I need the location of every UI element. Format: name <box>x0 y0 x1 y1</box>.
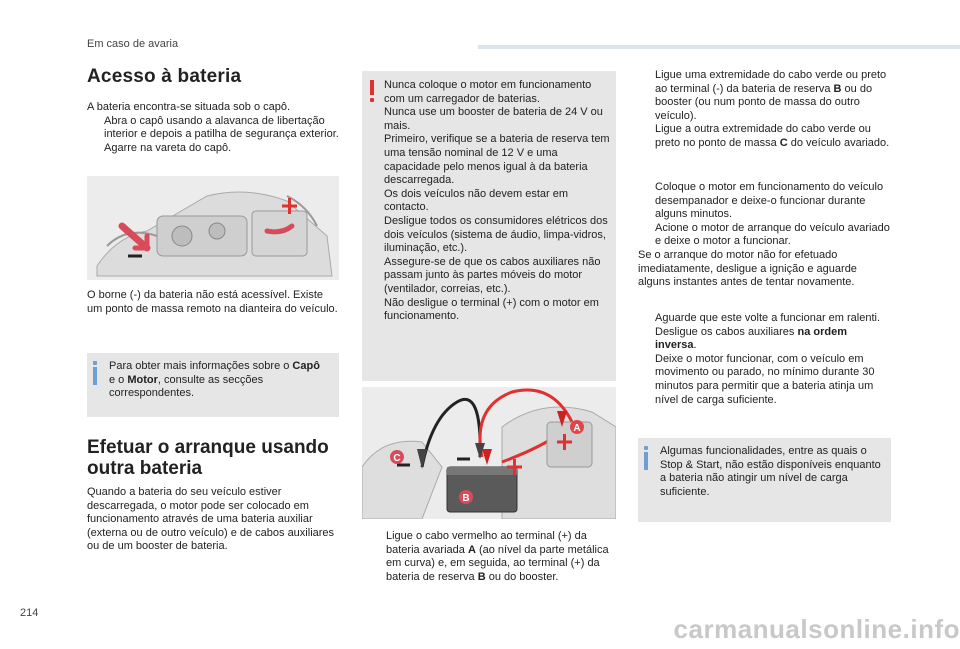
step-start-disabled: Acione o motor de arranque do veículo avariado e deixe o motor a funcionar. <box>655 221 890 248</box>
info-box-stop-start <box>638 438 891 522</box>
step-green-cable-2: Ligue a outra extremidade do cabo verde ou preto no ponto de massa C do veículo avariado. <box>655 123 890 149</box>
info-icon <box>644 446 648 470</box>
title-battery-access: Acesso à bateria <box>87 66 242 87</box>
steps-after-start <box>638 312 891 407</box>
header-bar <box>478 45 960 49</box>
page-number: 214 <box>20 607 39 619</box>
info-box-hood <box>87 353 339 417</box>
section-header: Em caso de avaria <box>87 38 179 50</box>
warning-text: Nunca coloque o motor em funcionamento com um carregador de baterias. Nunca use um booster de bateria de 24 V ou mais. Primeiro, verifique se a bateria de reserva tem uma tensão nominal de 12 V e uma capacidade pelo menos igual à da bateria descarregada. Os dois veículos não devem estar em contacto. Desligue todos os consumidores elétricos dos dois veículos (sistema de áudio, limpa-vidros, iluminação, etc.). Assegure-se de que os cabos auxiliares não passam junto às partes móveis do motor (ventilador, correias, etc.). Não desligue o terminal (+) com o motor em funcionamento. <box>384 79 610 323</box>
step-hood-rod: Agarre na vareta do capô. <box>104 141 232 154</box>
label-a: A <box>573 423 581 434</box>
retry-text: Se o arranque do motor não for efetuado imediatamente, desligue a ignição e aguarde alguns instantes antes de tentar novamente. <box>638 248 857 289</box>
step-red-cable: Ligue o cabo vermelho ao terminal (+) da bateria avariada A (ao nível da parte metálica em curva) e, em seguida, ao terminal (+) da bateria de reserva B ou do booster. <box>386 530 609 583</box>
info-text-hood: Para obter mais informações sobre o Capô e o Motor, consulte as secções correspondentes. <box>109 360 320 400</box>
info-icon <box>93 361 97 385</box>
intro-text: A bateria encontra-se situada sob o capô. <box>87 101 291 113</box>
watermark: carmanualsonline.info <box>673 614 960 644</box>
title-jump-start: Efetuar o arranque usando outra bateria <box>87 437 329 479</box>
steps-start-engine <box>638 181 891 290</box>
jump-start-illustration <box>362 387 616 519</box>
step-idle: Aguarde que este volte a funcionar em ralenti. <box>655 312 881 324</box>
jump-start-image <box>362 387 616 519</box>
label-b: B <box>462 493 470 504</box>
step-open-hood: Abra o capô usando a alavanca de libertação interior e depois a patilha de segurança exterior. <box>104 114 339 141</box>
warning-icon <box>370 80 374 104</box>
step-disconnect: Desligue os cabos auxiliares na ordem inversa. <box>655 325 847 352</box>
steps-green-cable <box>638 69 891 151</box>
jump-start-intro: Quando a bateria do seu veículo estiver descarregada, o motor pode ser colocado em funcionamento através de uma bateria auxiliar (externa ou de outro veículo) e de cabos auxiliares ou de um booster de bateria. <box>87 486 335 553</box>
step-start-donor: Coloque o motor em funcionamento do veículo desempanador e deixe-o funcionar durante alguns minutos. <box>655 181 884 221</box>
step-run-engine: Deixe o motor funcionar, com o veículo em movimento ou parado, no mínimo durante 30 minutos para permitir que a bateria atinja um nível de carga suficiente. <box>655 352 875 406</box>
engine-illustration <box>87 176 339 280</box>
ground-point-text: O borne (-) da bateria não está acessível. Existe um ponto de massa remoto na dianteira do veículo. <box>87 289 338 315</box>
label-c: C <box>393 453 401 464</box>
step-green-cable-1: Ligue uma extremidade do cabo verde ou preto ao terminal (-) da bateria de reserva B ou do booster (ou num ponto de massa do outro veículo). <box>655 69 887 122</box>
warning-box <box>362 71 616 381</box>
intro-block <box>87 101 339 155</box>
engine-bay-image <box>87 176 339 280</box>
info-text-stop-start: Algumas funcionalidades, entre as quais o Stop & Start, não estão disponíveis enquanto a bateria não atingir um nível de carga suficiente. <box>660 445 881 498</box>
